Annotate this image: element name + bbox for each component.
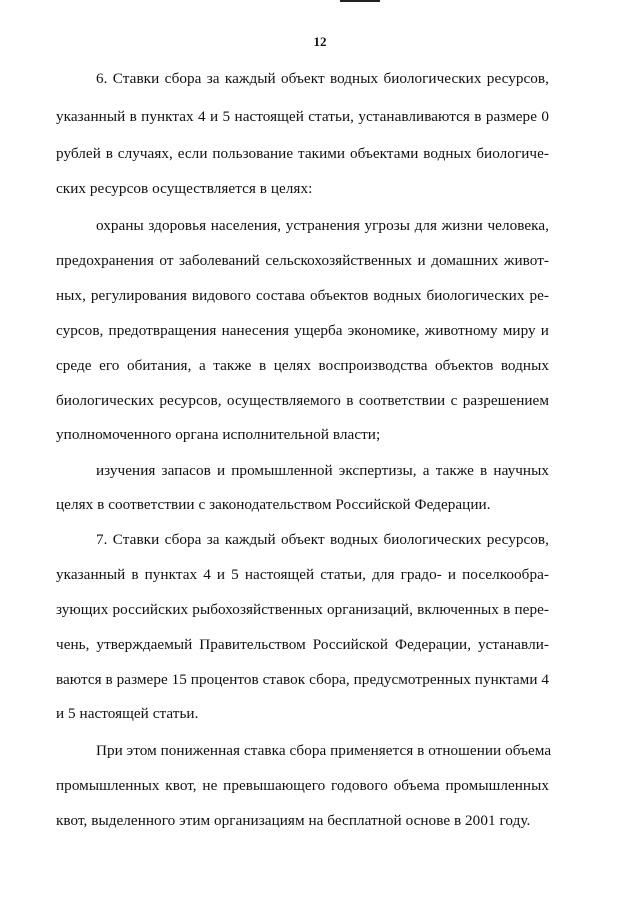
paragraph-6-line-1: 6. Ставки сбора за каждый объект водных биологических ресурсов, bbox=[96, 70, 549, 87]
paragraph-7-line-3: зующих российских рыбохозяйственных организаций, включенных в пере- bbox=[56, 601, 549, 618]
paragraph-7-line-1: 7. Ставки сбора за каждый объект водных биологических ресурсов, bbox=[96, 531, 549, 548]
item-protection-line-4: сурсов, предотвращения нанесения ущерба экономике, животному миру и bbox=[56, 322, 549, 339]
item-study-line-2: целях в соответствии с законодательством Российской Федерации. bbox=[56, 496, 491, 513]
item-protection-line-7: уполномоченного органа исполнительной власти; bbox=[56, 426, 381, 443]
top-edge-mark bbox=[340, 0, 380, 6]
paragraph-7-line-2: указанный в пунктах 4 и 5 настоящей статьи, для градо- и поселкообра- bbox=[56, 566, 549, 583]
item-protection-line-5: среде его обитания, а также в целях воспроизводства объектов водных bbox=[56, 357, 549, 374]
paragraph-reduced-rate-line-2: промышленных квот, не превышающего годового объема промышленных bbox=[56, 777, 549, 794]
paragraph-reduced-rate-line-1: При этом пониженная ставка сбора применяется в отношении объема bbox=[96, 742, 552, 759]
paragraph-6-line-2: указанный в пунктах 4 и 5 настоящей статьи, устанавливаются в размере 0 bbox=[56, 108, 549, 125]
item-protection-line-1: охраны здоровья населения, устранения угрозы для жизни человека, bbox=[96, 217, 549, 234]
paragraph-7-line-6: и 5 настоящей статьи. bbox=[56, 705, 199, 722]
item-protection-line-3: ных, регулирования видового состава объектов водных биологических ре- bbox=[56, 287, 549, 304]
item-protection-line-2: предохранения от заболеваний сельскохозяйственных и домашних живот- bbox=[56, 252, 549, 269]
paragraph-6-line-4: ских ресурсов осуществляется в целях: bbox=[56, 180, 313, 197]
paragraph-reduced-rate-line-3: квот, выделенного этим организациям на бесплатной основе в 2001 году. bbox=[56, 812, 531, 829]
item-protection-line-6: биологических ресурсов, осуществляемого в соответствии с разрешением bbox=[56, 392, 549, 409]
paragraph-7-line-5: ваются в размере 15 процентов ставок сбора, предусмотренных пунктами 4 bbox=[56, 671, 549, 688]
item-study-line-1: изучения запасов и промышленной экспертизы, а также в научных bbox=[96, 462, 549, 479]
page-number: 12 bbox=[313, 34, 327, 49]
paragraph-7-line-4: чень, утверждаемый Правительством Российской Федерации, устанавли- bbox=[56, 636, 549, 653]
paragraph-6-line-3: рублей в случаях, если пользование такими объектами водных биологиче- bbox=[56, 145, 549, 162]
